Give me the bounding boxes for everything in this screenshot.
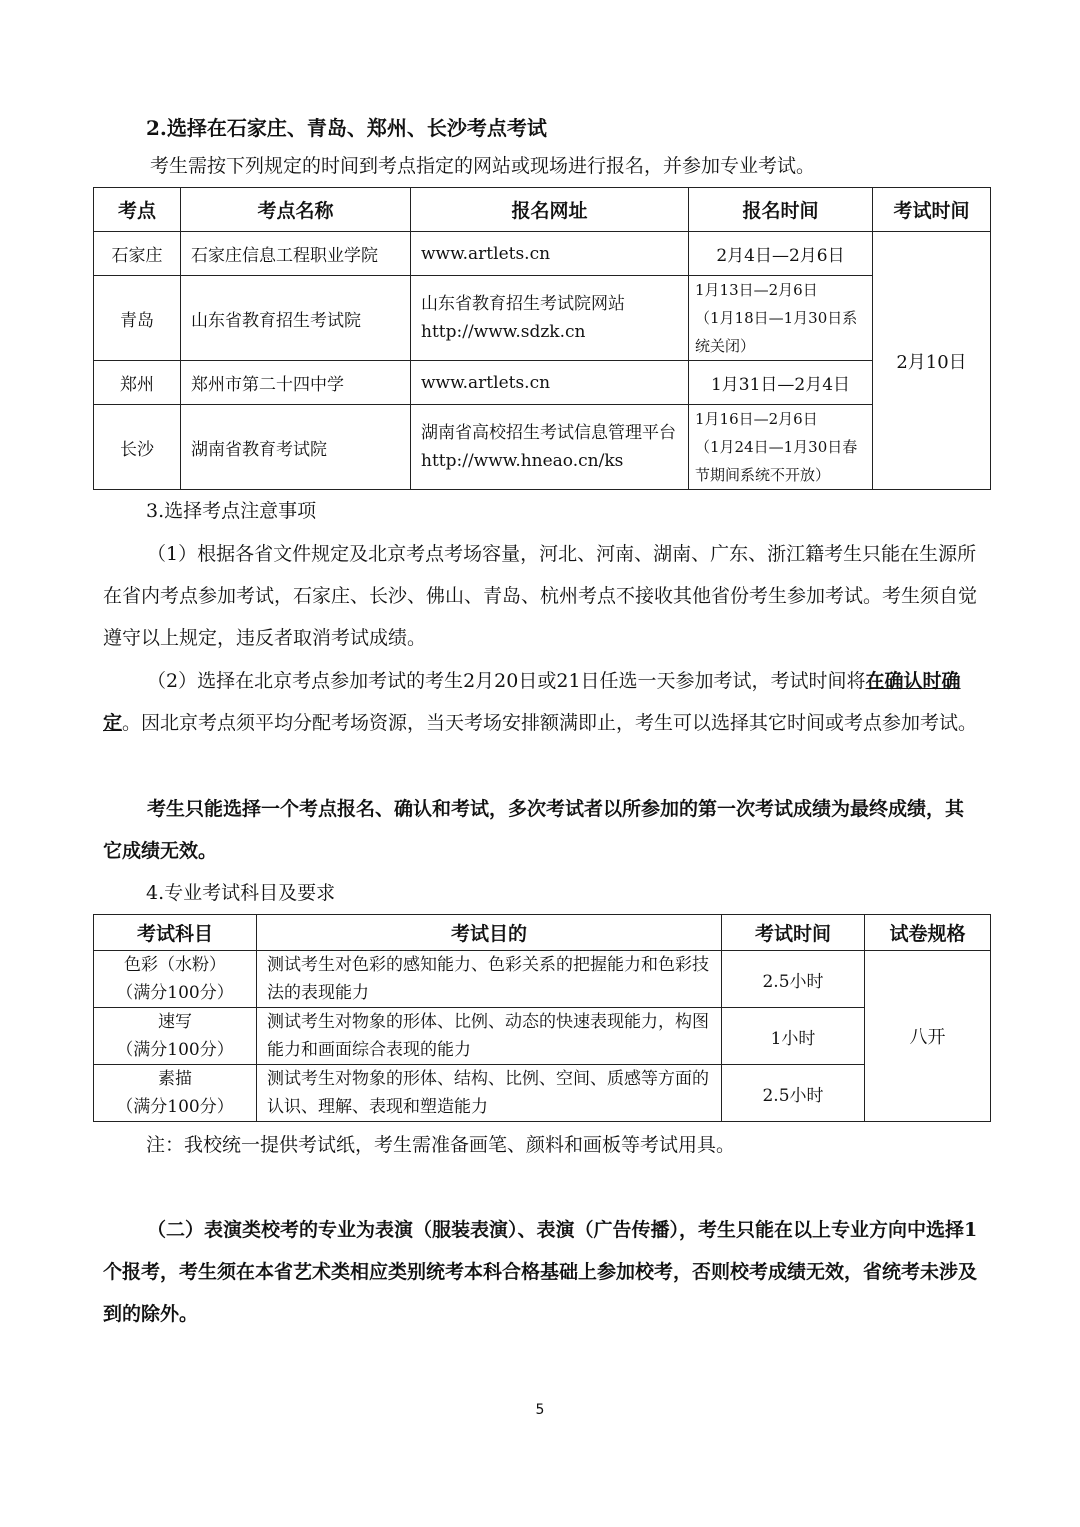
- section3-heading: 3.选择考点注意事项: [146, 500, 317, 522]
- section3-bold-note: 考生只能选择一个考点报名、确认和考试，多次考试者以所参加的第一次考试成绩为最终成绩，其它成绩无效。: [103, 798, 965, 862]
- table-header-row: [94, 915, 991, 951]
- subject-score: （满分100分）: [116, 983, 234, 1003]
- name-cell: 湖南省教育考试院: [181, 405, 411, 490]
- url-cell: www.artlets.cn: [411, 361, 689, 405]
- subject-cell: [94, 1008, 257, 1065]
- site-cell: 石家庄: [94, 232, 181, 276]
- subject-score: （满分100分）: [116, 1097, 234, 1117]
- duration-cell: 2.5小时: [722, 951, 865, 1008]
- subject-name: 色彩（水粉）: [124, 955, 226, 975]
- url-cell: 湖南省高校招生考试信息管理平台 http://www.hneao.cn/ks: [411, 405, 689, 490]
- table-row: [94, 405, 991, 490]
- header-duration: 考试时间: [722, 915, 865, 951]
- header-paper-size: 试卷规格: [865, 915, 991, 951]
- section4-note: 注：我校统一提供考试纸，考生需准备画笔、颜料和画板等考试用具。: [146, 1134, 736, 1156]
- purpose-cell: 测试考生对色彩的感知能力、色彩关系的把握能力和色彩技法的表现能力: [257, 951, 722, 1008]
- site-cell: 长沙: [94, 405, 181, 490]
- header-url: 报名网址: [411, 188, 689, 232]
- page-number: 5: [535, 1402, 545, 1418]
- name-cell: 郑州市第二十四中学: [181, 361, 411, 405]
- section3-p1: （1）根据各省文件规定及北京考点考场容量，河北、河南、湖南、广东、浙江籍考生只能在生源所在省内考点参加考试，石家庄、长沙、佛山、青岛、杭州考点不接收其他省份考生参加考试。考生须自觉遵守以上规定，违反者取消考试成绩。: [103, 543, 978, 649]
- table-header-row: [94, 188, 991, 232]
- header-subject: 考试科目: [94, 915, 257, 951]
- subject-cell: [94, 951, 257, 1008]
- name-cell: 山东省教育招生考试院: [181, 276, 411, 361]
- section3-p2-a: （2）选择在北京考点参加考试的考生2月20日或21日任选一天参加考试，考试时间将: [147, 670, 866, 692]
- subject-name: 素描: [158, 1069, 192, 1089]
- name-cell: 石家庄信息工程职业学院: [181, 232, 411, 276]
- exam-site-table: [93, 187, 991, 490]
- subject-cell: [94, 1065, 257, 1122]
- header-exam-time: 考试时间: [873, 188, 991, 232]
- reg-time-sub: （1月18日—1月30日系统关闭）: [695, 309, 858, 355]
- section2-heading: 2.选择在石家庄、青岛、郑州、长沙考点考试: [146, 116, 547, 140]
- section2-intro: 考生需按下列规定的时间到考点指定的网站或现场进行报名，并参加专业考试。: [150, 155, 816, 177]
- site-cell: 青岛: [94, 276, 181, 361]
- site-cell: 郑州: [94, 361, 181, 405]
- header-purpose: 考试目的: [257, 915, 722, 951]
- table-row: [94, 1008, 991, 1065]
- header-site: 考点: [94, 188, 181, 232]
- subject-name: 速写: [158, 1012, 192, 1032]
- section3-p2: [103, 660, 979, 744]
- exam-date-cell: 2月10日: [873, 232, 991, 490]
- reg-time-cell: 1月31日—2月4日: [689, 361, 873, 405]
- url-cell: www.artlets.cn: [411, 232, 689, 276]
- paper-size-cell: 八开: [865, 951, 991, 1122]
- subject-score: （满分100分）: [116, 1040, 234, 1060]
- section4-heading: 4.专业考试科目及要求: [146, 882, 336, 904]
- header-reg-time: 报名时间: [689, 188, 873, 232]
- reg-time-cell: 2月4日—2月6日: [689, 232, 873, 276]
- section3-p2-b: 。因北京考点须平均分配考场资源，当天考场安排额满即止，考生可以选择其它时间或考点参加考试。: [122, 712, 978, 734]
- duration-cell: 2.5小时: [722, 1065, 865, 1122]
- table-row: [94, 1065, 991, 1122]
- header-name: 考点名称: [181, 188, 411, 232]
- duration-cell: 1小时: [722, 1008, 865, 1065]
- reg-time-cell: [689, 276, 873, 361]
- exam-subject-table: [93, 914, 991, 1122]
- table-row: [94, 951, 991, 1008]
- reg-time-main: 1月16日—2月6日: [695, 410, 818, 428]
- reg-time-main: 1月13日—2月6日: [695, 281, 818, 299]
- reg-time-cell: [689, 405, 873, 490]
- purpose-cell: 测试考生对物象的形体、结构、比例、空间、质感等方面的认识、理解、表现和塑造能力: [257, 1065, 722, 1122]
- purpose-cell: 测试考生对物象的形体、比例、动态的快速表现能力，构图能力和画面综合表现的能力: [257, 1008, 722, 1065]
- table-row: [94, 276, 991, 361]
- reg-time-sub: （1月24日—1月30日春节期间系统不开放）: [695, 438, 858, 484]
- url-cell: 山东省教育招生考试院网站 http://www.sdzk.cn: [411, 276, 689, 361]
- section3-p2-underline: 在确认时确定: [103, 670, 961, 734]
- table-row: [94, 232, 991, 276]
- table-row: [94, 361, 991, 405]
- section-b-text: （二）表演类校考的专业为表演（服装表演）、表演（广告传播），考生只能在以上专业方向中选择1个报考，考生须在本省艺术类相应类别统考本科合格基础上参加校考，否则校考成绩无效，省统考未涉及到的除外。: [103, 1219, 978, 1325]
